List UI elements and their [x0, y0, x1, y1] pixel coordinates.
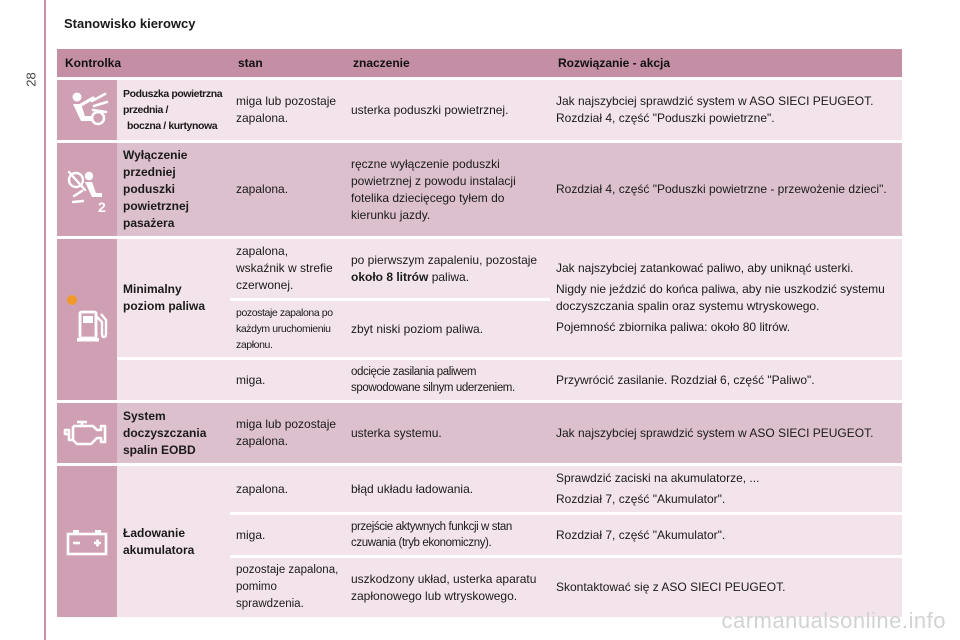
fuel-meaning-1: po pierwszym zapaleniu, pozostaje około 8 litrów paliwa.	[345, 239, 550, 298]
battery-action-3: Skontaktować się z ASO SIECI PEUGEOT.	[550, 558, 902, 617]
battery-state-2: miga.	[230, 515, 345, 555]
header-kontrolka: Kontrolka	[57, 49, 230, 77]
airbag-state: miga lub pozostaje zapalona.	[230, 80, 345, 140]
passenger-airbag-off-icon	[65, 166, 109, 214]
battery-meaning-1: błąd układu ładowania.	[345, 466, 550, 512]
airbag-icon-cell	[57, 80, 117, 140]
fuel-pump-icon	[62, 290, 112, 350]
watermark: carmanualsonline.info	[721, 608, 946, 633]
table-row	[57, 466, 902, 512]
battery-name: Ładowanie akumulatora	[117, 466, 230, 617]
airbag-action: Jak najszybciej sprawdzić system w ASO SIECI PEUGEOT. Rozdział 4, część "Poduszki powietrzne".	[550, 80, 902, 140]
fuel-name: Minimalny poziom paliwa	[117, 239, 230, 357]
fuel-name-spacer	[117, 360, 230, 400]
battery-meaning-2: przejście aktywnych funkcji w stan czuwania (tryb ekonomiczny).	[345, 515, 550, 555]
warning-lights-table	[57, 46, 902, 620]
table-row	[57, 360, 902, 400]
battery-state-3: pozostaje zapalona, pomimo sprawdzenia.	[230, 558, 345, 617]
engine-check-icon	[63, 416, 111, 450]
header-rozwiazanie: Rozwiązanie - akcja	[550, 49, 902, 77]
fuel-state-3: miga.	[230, 360, 345, 400]
eobd-meaning: usterka systemu.	[345, 403, 550, 463]
airbag-meaning: usterka poduszki powietrznej.	[345, 80, 550, 140]
eobd-icon-cell	[57, 403, 117, 463]
header-stan: stan	[230, 49, 345, 77]
battery-action-2: Rozdział 7, część "Akumulator".	[550, 515, 902, 555]
passenger-name: Wyłączenie przedniej poduszki powietrznej pasażera	[117, 143, 230, 236]
airbag-warning-icon	[65, 90, 109, 130]
battery-state-1: zapalona.	[230, 466, 345, 512]
table-header-row	[57, 49, 902, 77]
battery-action-1: Sprawdzić zaciski na akumulatorze, ... Rozdział 7, część "Akumulator".	[550, 466, 902, 512]
battery-icon-cell	[57, 466, 117, 617]
eobd-action: Jak najszybciej sprawdzić system w ASO SIECI PEUGEOT.	[550, 403, 902, 463]
header-znaczenie: znaczenie	[345, 49, 550, 77]
battery-meaning-3: uszkodzony układ, usterka aparatu zapłonowego lub wtryskowego.	[345, 558, 550, 617]
table-row	[57, 80, 902, 140]
fuel-action-3: Przywrócić zasilanie. Rozdział 6, część "Paliwo".	[550, 360, 902, 400]
battery-icon	[65, 527, 109, 557]
fuel-action: Jak najszybciej zatankować paliwo, aby uniknąć usterki. Nigdy nie jeździć do końca paliwa, aby nie uszkodzić systemu doczyszczania spalin oraz systemu wtryskowego. Pojemność zbiornika paliwa: około 80 litrów.	[550, 239, 902, 357]
page-margin-line	[44, 0, 46, 640]
passenger-action: Rozdział 4, część "Poduszki powietrzne - przewożenie dzieci".	[550, 143, 902, 236]
eobd-name: System doczyszczania spalin EOBD	[117, 403, 230, 463]
fuel-meaning-3: odcięcie zasilania paliwem spowodowane silnym uderzeniem.	[345, 360, 550, 400]
fuel-state-2: pozostaje zapalona po każdym uruchomieniu zapłonu.	[230, 301, 345, 357]
fuel-icon-cell	[57, 239, 117, 400]
eobd-state: miga lub pozostaje zapalona.	[230, 403, 345, 463]
svg-text:2: 2	[98, 198, 106, 214]
passenger-state: zapalona.	[230, 143, 345, 236]
table-row	[57, 143, 902, 236]
page-title: Stanowisko kierowcy	[64, 16, 196, 31]
page-number: 28	[23, 72, 39, 87]
table-row	[57, 403, 902, 463]
table-row	[57, 239, 902, 298]
fuel-meaning-2: zbyt niski poziom paliwa.	[345, 301, 550, 357]
airbag-name: Poduszka powietrzna przednia / boczna / kurtynowa	[117, 80, 230, 140]
fuel-state-1: zapalona, wskaźnik w strefie czerwonej.	[230, 239, 345, 298]
passenger-meaning: ręczne wyłączenie poduszki powietrznej z powodu instalacji fotelika dziecięcego tyłem do kierunku jazdy.	[345, 143, 550, 236]
passenger-icon-cell	[57, 143, 117, 236]
